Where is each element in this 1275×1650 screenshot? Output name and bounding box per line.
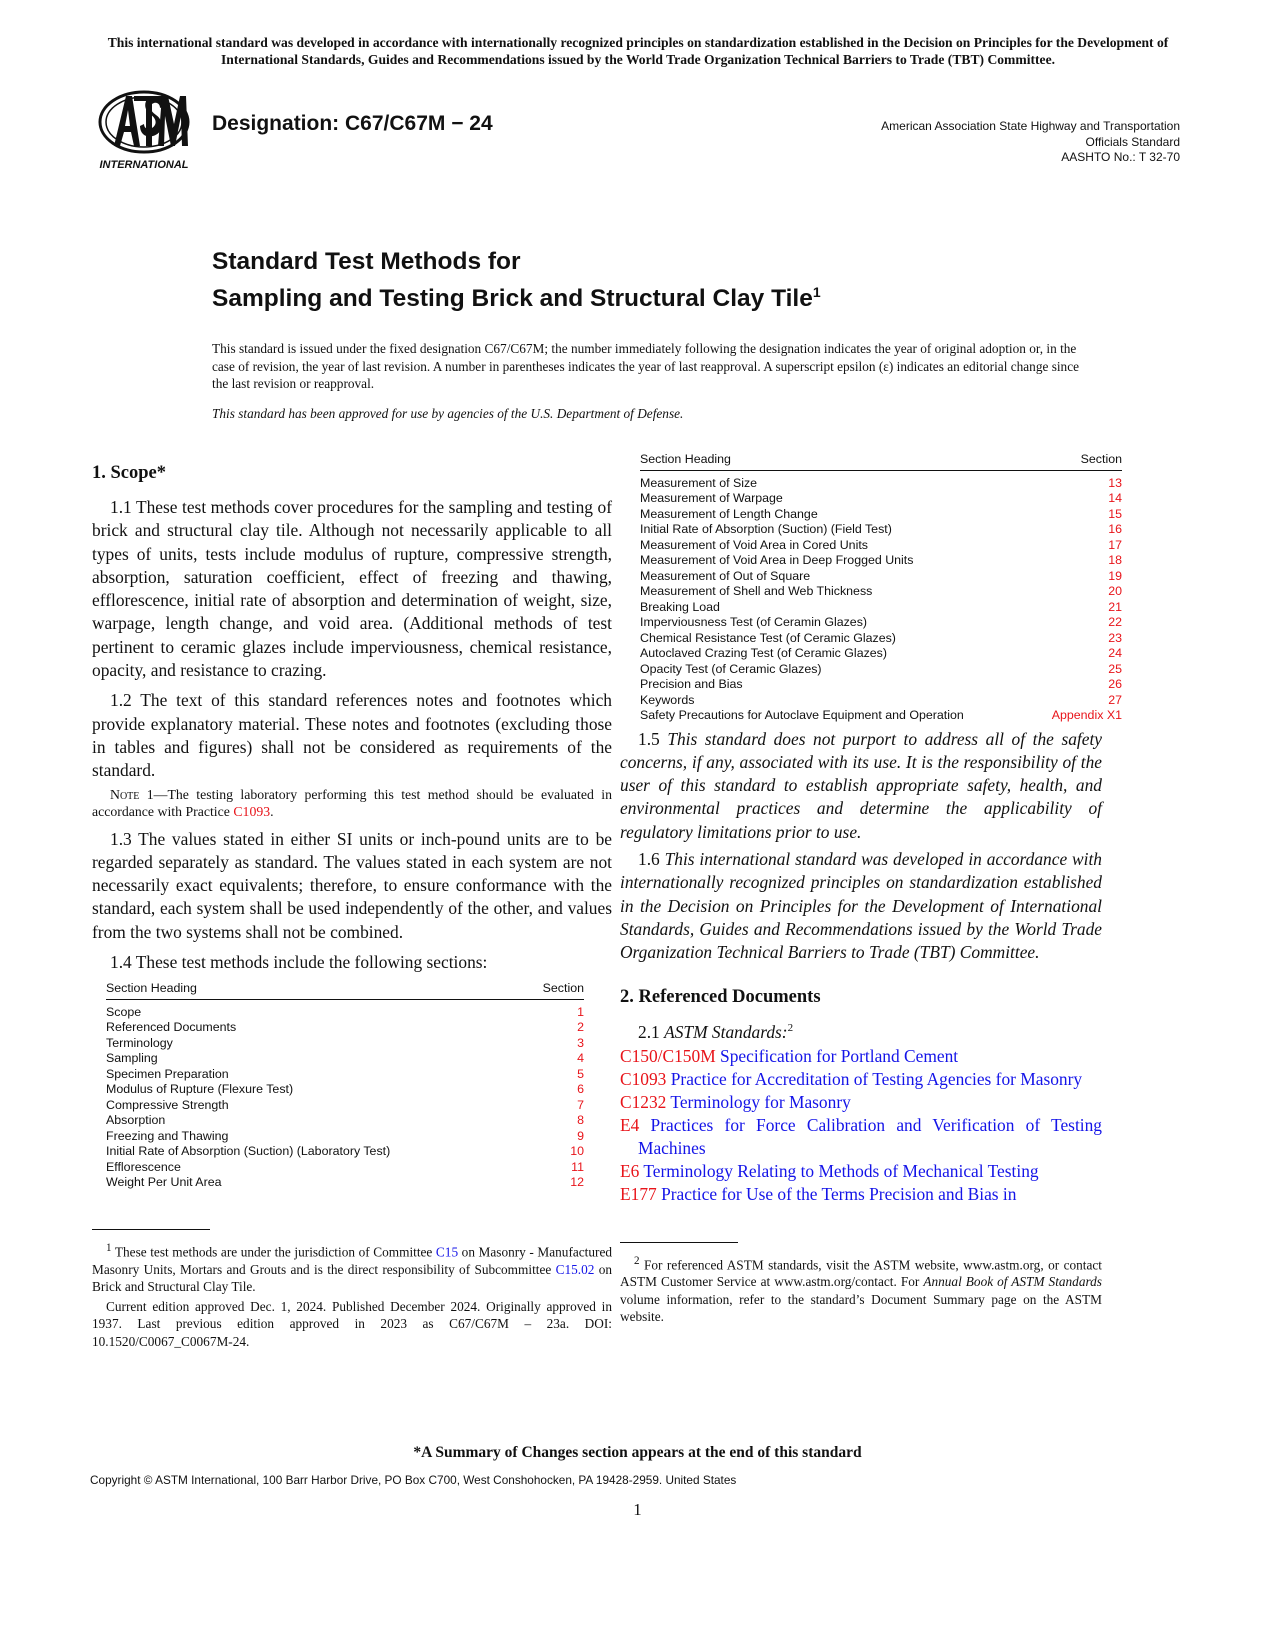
paragraph-1-5-text: This standard does not purport to address all of the safety concerns, if any, associated with its use. It is the responsibility of the user of this standard to establish appropriate safety, health, and environmental practices and determine the applicability of regulatory limitations prior to use. [620, 728, 1103, 842]
title-line-2-text: Sampling and Testing Brick and Structural Clay Tile [212, 285, 813, 313]
paragraph-1-6 [620, 848, 1102, 964]
table-row [640, 538, 1122, 554]
section-number-link[interactable]: 9 [577, 1128, 584, 1143]
section-heading-cell: Absorption [106, 1113, 166, 1128]
issue-note: This standard is issued under the fixed designation C67/C67M; the number immediately following the designation indicates the year of original adoption or, in the case of revision, the year of last revision. A number in parentheses indicates the year of last reapproval. A superscript epsilon (ε) indicates an editorial change since the last revision or reapproval. [212, 341, 1080, 391]
section-heading-cell: Modulus of Rupture (Flexure Test) [106, 1082, 294, 1097]
reference-code-link[interactable]: C1093 [620, 1068, 667, 1089]
copyright: Copyright © ASTM International, 100 Barr Harbor Drive, PO Box C700, West Conshohocken, PA 19428-2959. United States [90, 1473, 737, 1487]
section-heading-cell: Measurement of Void Area in Cored Units [640, 537, 868, 552]
table-row [640, 693, 1122, 709]
table-row [106, 1144, 584, 1160]
section-heading-cell: Specimen Preparation [106, 1066, 229, 1081]
table-row [106, 1175, 584, 1191]
designation: Designation: C67/C67M − 24 [212, 112, 493, 135]
table-row [106, 1051, 584, 1067]
section-heading-cell: Measurement of Warpage [640, 491, 783, 505]
section-heading-cell: Scope [106, 1004, 142, 1019]
section-number-link[interactable]: 3 [577, 1035, 584, 1050]
paragraph-1-5 [620, 728, 1102, 844]
footnote-2-text-b: volume information, refer to the standard’s Document Summary page on the ASTM website. [620, 1291, 1102, 1325]
table-row [640, 646, 1122, 662]
astm-standards-footnote-marker: 2 [787, 1022, 794, 1035]
reference-code-link[interactable]: E177 [620, 1183, 657, 1204]
table-row [640, 677, 1122, 693]
section-heading-cell: Terminology [106, 1035, 173, 1050]
table-row [640, 522, 1122, 538]
table-row [640, 708, 1122, 724]
table-row [640, 631, 1122, 647]
table-row [640, 600, 1122, 616]
footnote-1-text-a: These test methods are under the jurisdiction of Committee [111, 1244, 436, 1260]
section-number-link[interactable]: 19 [1108, 568, 1122, 583]
table-row [640, 470, 1122, 491]
paragraph-1-3: 1.3 The values stated in either SI units or inch-pound units are to be regarded separately as standard. The values stated in each system are not necessarily exact equivalents; therefore, to ensure conformance with the standard, each system shall be used independently of the other, and values from the two systems shall not be combined. [92, 828, 612, 942]
section-number-link[interactable]: 6 [577, 1082, 584, 1097]
astm-standards-text: ASTM Standards: [664, 1022, 788, 1043]
table-row [640, 553, 1122, 569]
reference-title-link[interactable]: Practice for Use of the Terms Precision and Bias in [656, 1183, 1017, 1204]
note-1 [92, 786, 612, 821]
section-heading-cell: Measurement of Length Change [640, 506, 818, 521]
table-row [106, 1082, 584, 1098]
left-column [92, 463, 612, 1350]
note-1-text: 1—The testing laboratory performing this test method should be evaluated in accordance with Practice [92, 786, 612, 820]
section-heading-cell: Initial Rate of Absorption (Suction) (Field Test) [640, 522, 892, 536]
table-row [640, 569, 1122, 585]
section-heading-cell: Keywords [640, 692, 695, 707]
footnote-1-link-c15[interactable]: C15 [435, 1244, 459, 1260]
section-heading-cell: Freezing and Thawing [106, 1128, 229, 1143]
reference-code-link[interactable]: C1232 [620, 1091, 667, 1112]
logo-text: INTERNATIONAL [99, 159, 189, 171]
table-row [640, 662, 1122, 678]
col-header-heading-right: Section Heading [640, 452, 1047, 470]
footnote-1-text-c: on Brick and Structural Clay Tile. [92, 1261, 612, 1295]
reference-item [620, 1045, 1102, 1068]
section-heading-cell: Initial Rate of Absorption (Suction) (Laboratory Test) [106, 1144, 391, 1159]
table-row [640, 584, 1122, 600]
page-number: 1 [633, 1500, 642, 1519]
col-header-section-right: Section [1047, 452, 1122, 470]
section-number-link[interactable]: 2 [577, 1020, 584, 1035]
section-number-link[interactable]: 11 [571, 1159, 584, 1174]
section-number-link[interactable]: 15 [1108, 506, 1122, 521]
table-row [106, 1113, 584, 1129]
section-heading-cell: Weight Per Unit Area [106, 1175, 222, 1190]
section-number-link[interactable]: 10 [570, 1144, 584, 1159]
table-row [106, 999, 584, 1020]
section-heading-cell: Efflorescence [106, 1159, 181, 1174]
summary-of-changes-note: *A Summary of Changes section appears at the end of this standard [413, 1444, 862, 1461]
astm-standards-number: 2.1 [638, 1022, 665, 1043]
section-heading-cell: Referenced Documents [106, 1020, 237, 1035]
section-number-link[interactable]: 7 [577, 1097, 584, 1112]
section-number-link[interactable]: Appendix X1 [1051, 708, 1122, 722]
section-heading-cell: Precision and Bias [640, 677, 743, 691]
development-notice: This international standard was developed in accordance with internationally recognized principles on standardization established in the Decision on Principles for the Development of International Standards, Guides and Recommendations issued by the World Trade Organization Technical Barriers to Trade (TBT) Committee. [107, 35, 1169, 67]
footnote-rule-left [92, 1229, 210, 1230]
section-number-link[interactable]: 5 [577, 1066, 584, 1081]
footnote-2-marker: 2 [634, 1254, 640, 1267]
astm-logo [96, 88, 192, 174]
section-number-link[interactable]: 8 [577, 1113, 584, 1128]
paragraph-1-6-text: This international standard was developed in accordance with internationally recognized principles on standardization established in the Decision on Principles for the Development of International Standards, Guides and Recommendations issued by the World Trade Organization Technical Barriers to Trade (TBT) Committee. [620, 848, 1102, 963]
table-row [640, 615, 1122, 631]
table-row [106, 1160, 584, 1176]
section-heading-cell: Sampling [106, 1051, 158, 1066]
section-number-link[interactable]: 24 [1108, 646, 1122, 660]
scope-heading: 1. Scope* [92, 463, 166, 483]
section-number-link[interactable]: 4 [577, 1051, 584, 1066]
section-heading-cell: Measurement of Shell and Web Thickness [640, 584, 873, 598]
section-number-link[interactable]: 25 [1108, 661, 1122, 676]
aashto-line-1: American Association State Highway and Transportation [881, 119, 1180, 133]
col-header-section: Section [533, 981, 584, 999]
table-row [640, 491, 1122, 507]
section-heading-cell: Autoclaved Crazing Test (of Ceramic Glazes) [640, 646, 887, 660]
sections-table-right [640, 452, 1122, 724]
aashto-designation [760, 119, 1180, 166]
title-line-1: Standard Test Methods for [212, 248, 521, 275]
section-number-link[interactable]: 16 [1108, 522, 1122, 536]
astm-standards-label [620, 1017, 1170, 1044]
paragraph-1-6-number: 1.6 [638, 848, 665, 869]
document-title [212, 246, 821, 314]
reference-code-link[interactable]: E4 [620, 1114, 640, 1135]
paragraph-1-2: 1.2 The text of this standard references notes and footnotes which provide explanatory material. These notes and footnotes (excluding those in tables and figures) shall not be considered as requirements of the standard. [92, 690, 612, 781]
table-row [106, 1067, 584, 1083]
paragraph-1-5-number: 1.5 [638, 728, 668, 749]
dod-approval-note: This standard has been approved for use by agencies of the U.S. Department of Defense. [212, 406, 684, 421]
section-number-link[interactable]: 21 [1108, 599, 1122, 614]
section-number-link[interactable]: 23 [1108, 630, 1122, 645]
aashto-line-2: Officials Standard [1085, 134, 1180, 149]
footnote-2-text-a: For referenced ASTM standards, visit the ASTM website, www.astm.org, or contact ASTM Customer Service at www.astm.org/contact. For [620, 1256, 1102, 1290]
reference-item [620, 1068, 1102, 1091]
title-line-2 [212, 277, 821, 314]
paragraph-1-1: 1.1 These test methods cover procedures for the sampling and testing of brick and structural clay tile. Although not necessarily applicable to all types of units, tests include modulus of rupture, compressive strength, absorption, saturation coefficient, effect of freezing and thawing, efflorescence, initial rate of absorption and determination of weight, size, warpage, length change, and void area. (Additional methods of test pertinent to ceramic glazes include imperviousness, chemical resistance, opacity, and resistance to crazing. [92, 497, 612, 681]
section-number-link[interactable]: 1 [577, 1004, 584, 1019]
referenced-documents-heading: 2. Referenced Documents [620, 987, 821, 1008]
section-heading-cell: Imperviousness Test (of Ceramin Glazes) [640, 615, 868, 629]
section-number-link[interactable]: 12 [570, 1175, 584, 1190]
reference-code-link[interactable]: E6 [620, 1160, 640, 1181]
section-number-link[interactable]: 26 [1108, 677, 1122, 691]
aashto-line-3: AASHTO No.: T 32-70 [1061, 150, 1180, 164]
section-heading-cell: Breaking Load [640, 599, 720, 614]
reference-title-link[interactable]: Terminology Relating to Methods of Mechanical Testing [639, 1160, 1039, 1181]
footnote-1-text-b: on Masonry - Manufactured Masonry Units, Mortars and Grouts and is the direct responsibility of Subcommittee [92, 1244, 613, 1277]
section-number-link[interactable]: 27 [1108, 692, 1122, 707]
reference-title-link[interactable]: Specification for Portland Cement [715, 1045, 959, 1066]
footnote-2-italic: Annual Book of ASTM Standards [923, 1274, 1102, 1290]
paragraph-1-4: 1.4 These test methods include the following sections: [110, 952, 488, 973]
title-footnote-marker: 1 [812, 284, 821, 300]
note-1-end: . [270, 804, 274, 820]
footnote-1 [92, 1240, 612, 1296]
note-1-label: Note [110, 786, 140, 802]
section-number-link[interactable]: 22 [1108, 615, 1122, 629]
reference-item [620, 1114, 1102, 1160]
footnote-1-edition: Current edition approved Dec. 1, 2024. Published December 2024. Originally approved in 1937. Last previous edition approved in 2023 as C67/C67M – 23a. DOI: 10.1520/C0067_C0067M-24. [92, 1298, 612, 1349]
reference-title-link[interactable]: Terminology for Masonry [666, 1091, 851, 1112]
section-heading-cell: Measurement of Size [640, 475, 758, 490]
table-row [640, 507, 1122, 523]
section-heading-cell: Chemical Resistance Test (of Ceramic Glazes) [640, 630, 896, 645]
footnote-rule-right [620, 1242, 738, 1243]
reference-code-link[interactable]: C150/C150M [620, 1045, 716, 1066]
section-heading-cell: Measurement of Out of Square [640, 568, 811, 583]
section-number-link[interactable]: 18 [1108, 553, 1122, 567]
table-row [106, 1098, 584, 1114]
section-heading-cell: Measurement of Void Area in Deep Frogged Units [640, 553, 914, 567]
section-heading-cell: Compressive Strength [106, 1097, 229, 1112]
section-number-link[interactable]: 13 [1108, 475, 1122, 490]
table-row [106, 1036, 584, 1052]
section-heading-cell: Opacity Test (of Ceramic Glazes) [640, 661, 822, 676]
section-heading-cell: Safety Precautions for Autoclave Equipment and Operation [640, 708, 964, 722]
col-header-heading: Section Heading [106, 981, 533, 999]
footnote-1-marker: 1 [106, 1241, 112, 1254]
reference-item [620, 1183, 1102, 1206]
referenced-documents-list [620, 1045, 1102, 1206]
reference-title-link[interactable]: Practices for Force Calibration and Verification of Testing Machines [638, 1114, 1102, 1158]
table-row [106, 1020, 584, 1036]
right-column [620, 452, 1170, 1326]
table-row [106, 1129, 584, 1145]
section-number-link[interactable]: 14 [1108, 491, 1122, 505]
reference-item [620, 1091, 1102, 1114]
footnote-1-link-c15-02[interactable]: C15.02 [555, 1261, 595, 1277]
sections-table-left [106, 981, 584, 1191]
section-number-link[interactable]: 20 [1108, 584, 1122, 598]
reference-title-link[interactable]: Practice for Accreditation of Testing Agencies for Masonry [666, 1068, 1083, 1089]
footnote-2 [620, 1253, 1102, 1326]
note-1-link-c1093[interactable]: C1093 [233, 804, 271, 820]
reference-item [620, 1160, 1102, 1183]
section-number-link[interactable]: 17 [1108, 537, 1122, 552]
